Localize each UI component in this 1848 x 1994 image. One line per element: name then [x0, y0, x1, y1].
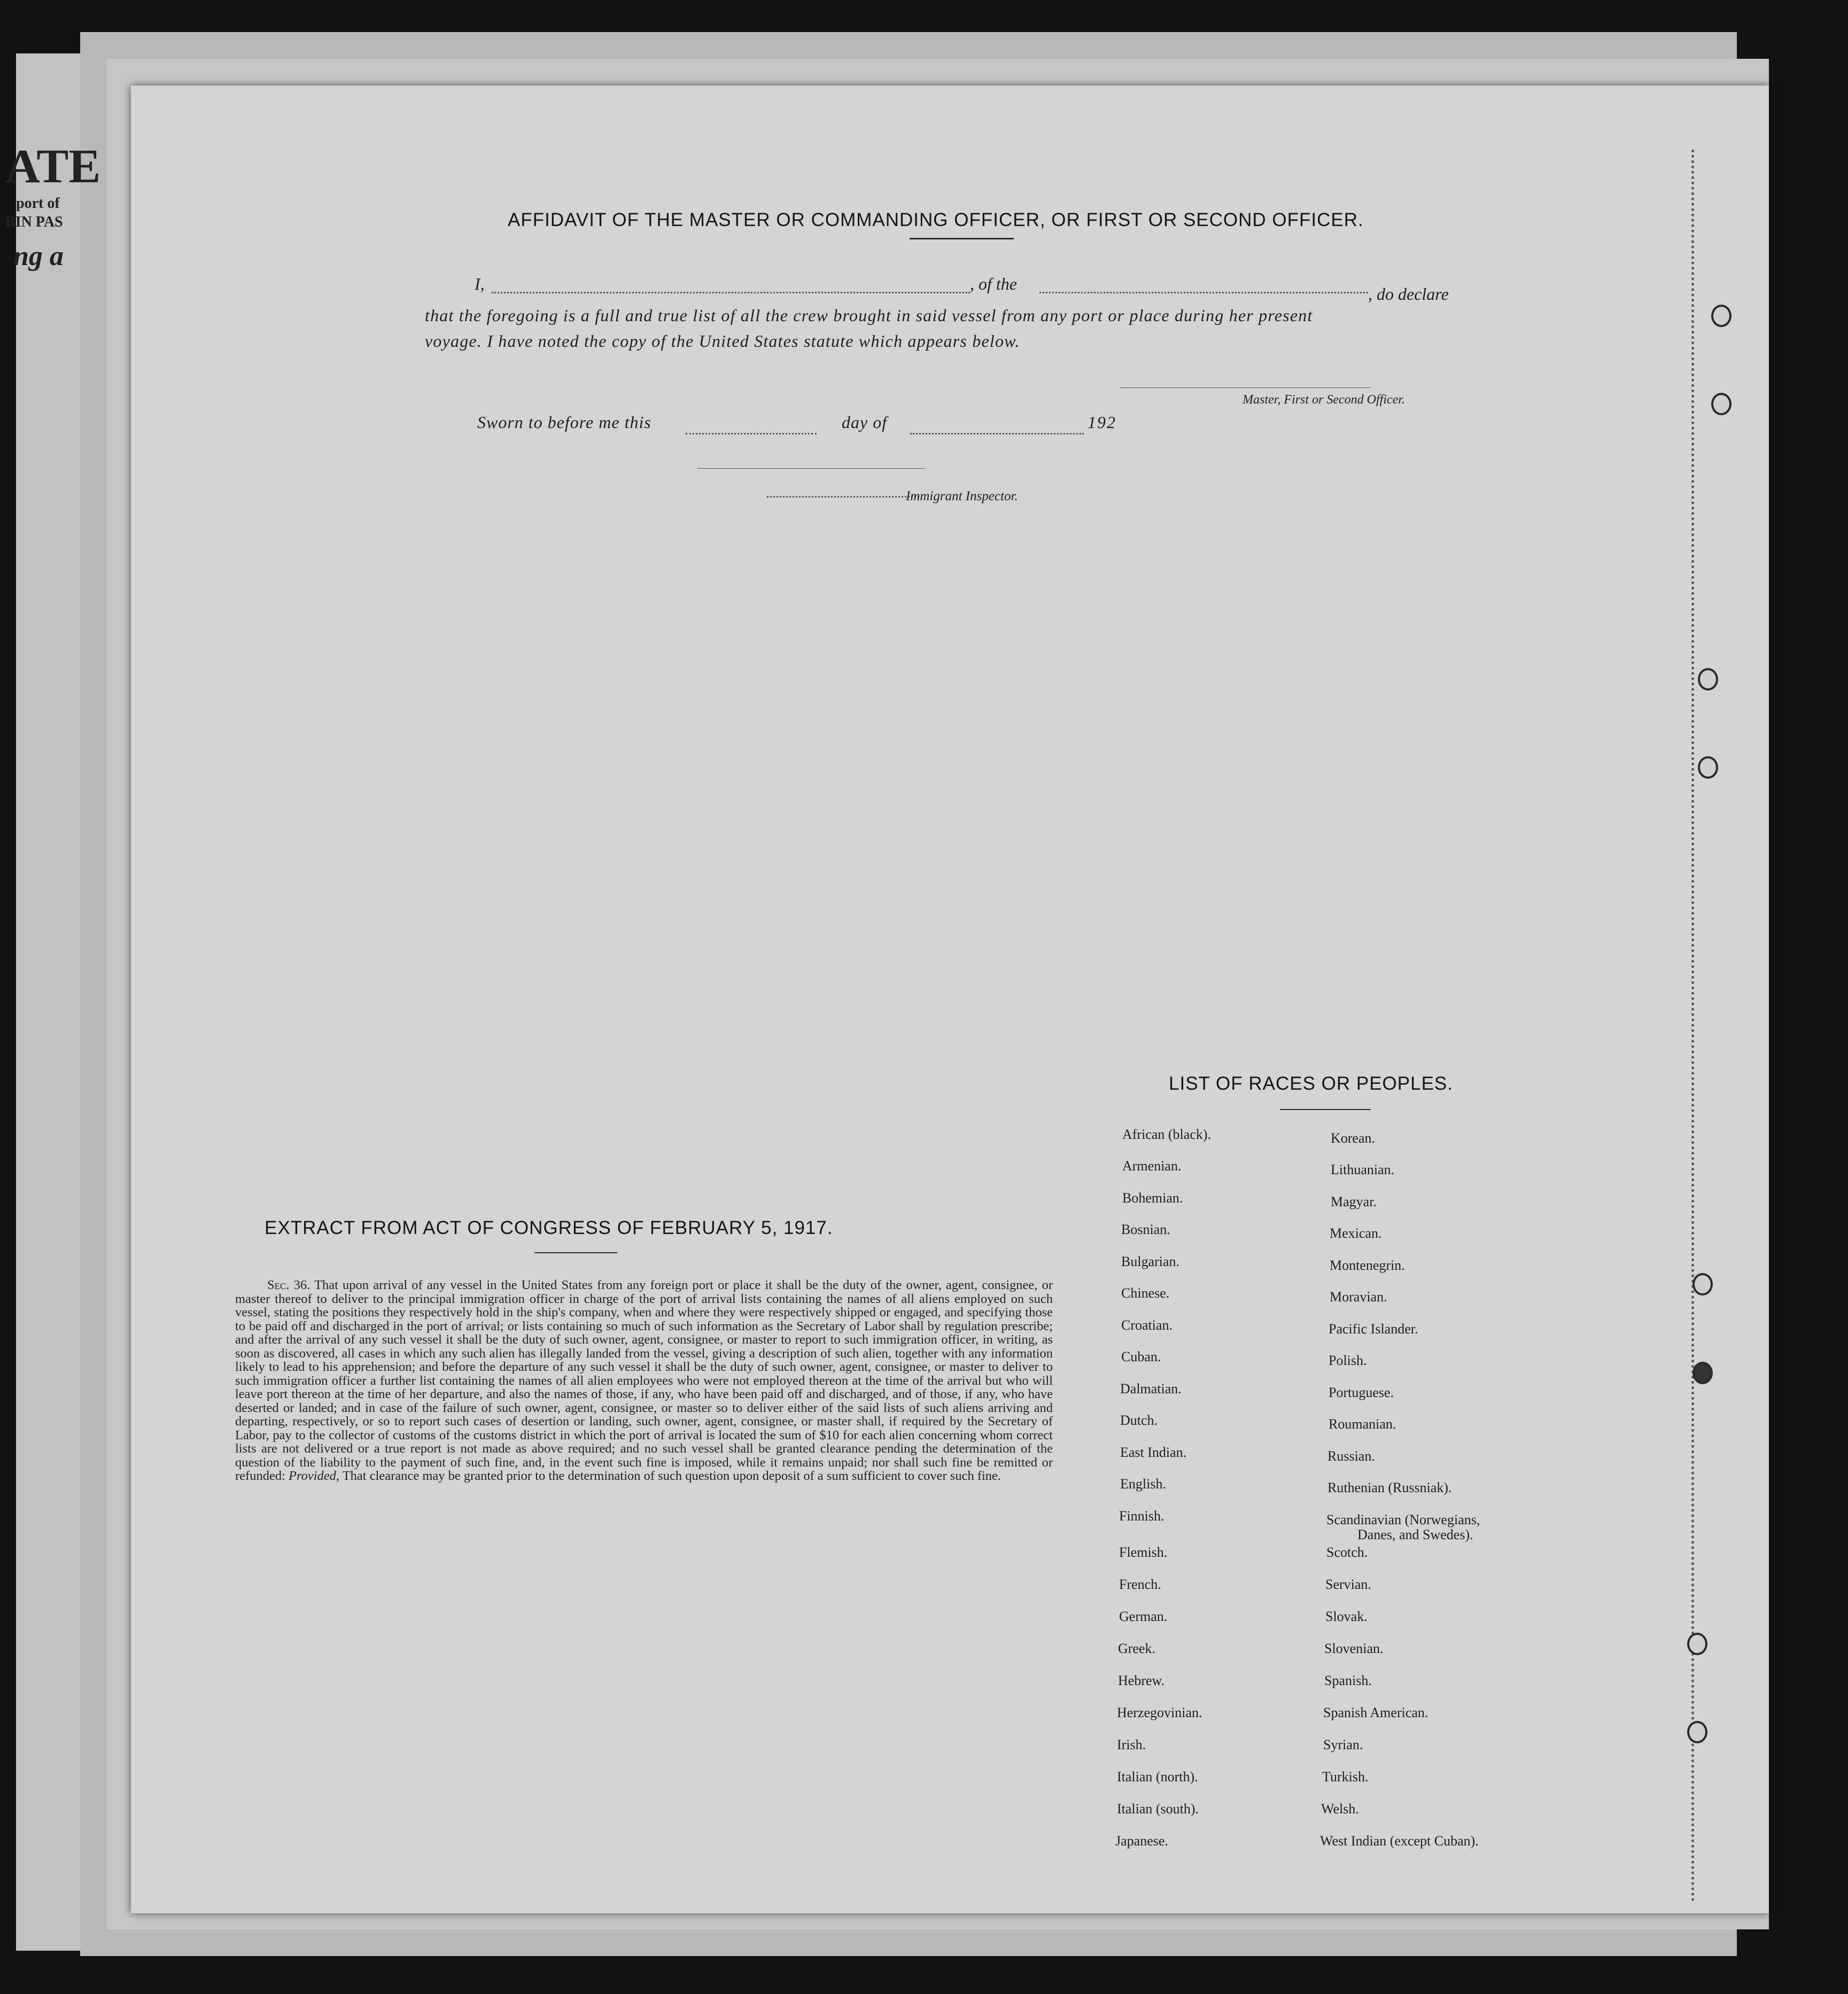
- name-field[interactable]: [492, 292, 970, 293]
- race-item: Scandinavian (Norwegians,: [1326, 1512, 1480, 1527]
- master-signature-caption: Master, First or Second Officer.: [1243, 393, 1405, 407]
- inspector-signature-dotted: [767, 496, 919, 498]
- race-item: Japanese.: [1115, 1833, 1168, 1849]
- race-item: African (black).: [1122, 1127, 1212, 1142]
- race-item: Bulgarian.: [1121, 1254, 1180, 1269]
- punch-hole: [1711, 305, 1731, 327]
- punch-hole: [1692, 1362, 1713, 1384]
- race-item: Finnish.: [1119, 1508, 1164, 1524]
- inspector-signature-field[interactable]: [697, 468, 925, 469]
- race-item: Dutch.: [1120, 1413, 1158, 1428]
- left-strip-heading: ATE: [5, 140, 101, 193]
- race-item: Chinese.: [1121, 1285, 1170, 1301]
- race-item: Greek.: [1118, 1641, 1156, 1656]
- race-item: German.: [1119, 1609, 1168, 1624]
- race-item: Ruthenian (Russniak).: [1327, 1480, 1452, 1495]
- race-item: Bosnian.: [1121, 1222, 1170, 1237]
- statute-text: [235, 1278, 1053, 1483]
- master-signature-field[interactable]: [1120, 387, 1371, 388]
- race-item: Bohemian.: [1122, 1190, 1183, 1206]
- vessel-name-field[interactable]: [1039, 292, 1368, 293]
- race-item: Servian.: [1325, 1577, 1371, 1592]
- sworn-day-field[interactable]: [686, 433, 817, 435]
- punch-hole: [1698, 668, 1718, 690]
- race-item: Dalmatian.: [1120, 1381, 1182, 1396]
- affidavit-of-the-label: , of the: [970, 274, 1017, 293]
- race-item: Montenegrin.: [1330, 1258, 1405, 1273]
- sworn-label: Sworn to before me this: [477, 413, 651, 432]
- punch-hole: [1687, 1633, 1707, 1655]
- sworn-month-field[interactable]: [910, 433, 1084, 435]
- day-of-label: day of: [842, 413, 888, 432]
- race-item: Hebrew.: [1118, 1673, 1165, 1688]
- punch-hole: [1687, 1721, 1707, 1743]
- affidavit-title: AFFIDAVIT OF THE MASTER OR COMMANDING OFFICER, OR FIRST OR SECOND OFFICER.: [508, 210, 1364, 230]
- race-item: Korean.: [1331, 1130, 1376, 1146]
- race-item: Spanish American.: [1323, 1705, 1428, 1720]
- affidavit-body-line-1: that the foregoing is a full and true list of all the crew brought in said vessel from any port or place during her present: [425, 306, 1313, 325]
- year-label: 192: [1088, 413, 1116, 432]
- race-item: Turkish.: [1322, 1769, 1369, 1784]
- affidavit-body-line-2: voyage. I have noted the copy of the United States statute which appears below.: [425, 331, 1020, 351]
- race-item: Polish.: [1329, 1353, 1367, 1368]
- extract-title: EXTRACT FROM ACT OF CONGRESS OF FEBRUARY 5, 1917.: [265, 1217, 833, 1238]
- race-item: Russian.: [1327, 1448, 1375, 1464]
- race-item: Syrian.: [1323, 1737, 1363, 1752]
- races-title: LIST OF RACES OR PEOPLES.: [1169, 1073, 1454, 1094]
- race-item: Cuban.: [1121, 1349, 1161, 1364]
- punch-hole: [1698, 756, 1718, 779]
- affidavit-title-rule: [910, 238, 1014, 239]
- race-item: East Indian.: [1120, 1445, 1187, 1460]
- race-item: Magyar.: [1331, 1194, 1377, 1209]
- race-item: Moravian.: [1330, 1289, 1387, 1305]
- punch-hole: [1692, 1273, 1713, 1295]
- race-item: Mexican.: [1330, 1225, 1382, 1241]
- race-item: Pacific Islander.: [1329, 1321, 1418, 1337]
- race-item: Danes, and Swedes).: [1357, 1527, 1473, 1542]
- left-strip-line: BIN PAS: [5, 214, 63, 230]
- race-item: Scotch.: [1326, 1545, 1368, 1560]
- race-item: Welsh.: [1321, 1801, 1359, 1817]
- left-strip-line: ng a: [13, 241, 64, 271]
- statute-body-continued: That clearance may be granted prior to the determination of such question upon deposit of a sum sufficient to cover such fine.: [342, 1469, 1001, 1483]
- extract-title-rule: [534, 1252, 617, 1253]
- race-item: French.: [1119, 1577, 1161, 1592]
- race-item: Armenian.: [1122, 1158, 1182, 1174]
- race-item: Irish.: [1117, 1737, 1146, 1752]
- left-strip-line: port of: [16, 195, 60, 212]
- race-item: Slovak.: [1325, 1609, 1368, 1624]
- immigrant-inspector-caption: Immigrant Inspector.: [906, 489, 1018, 503]
- affidavit-do-declare-label: , do declare: [1368, 284, 1449, 304]
- section-label: Sec. 36.: [267, 1278, 310, 1292]
- statute-body: That upon arrival of any vessel in the United States from any foreign port or place it shall be the duty of the owner, agent, consignee, or master thereof to deliver to the principal immigration officer in charge of the port of arrival lists containing the names of all aliens employed on such vessel, stating the positions they respectively hold in the ship's company, when and where they were respectively shipped or engaged, and specifying those to be paid off and discharged in the port of arrival; or lists containing so much of such information as the Secretary of Labor shall by regulation prescribe; and after the arrival of any such vessel it shall be the duty of such owner, agent, consignee, or master to report to such immigration officer, in writing, as soon as discovered, all cases in which any such alien has illegally landed from the vessel, giving a description of such alien, together with any information likely to lead to his apprehension; and before the departure of any such vessel it shall be the duty of such owner, agent, consignee, or master to deliver to such immigration officer a further list containing the names of all alien employees who were not employed thereon at the time of the arrival but who will leave port thereon at the time of her departure, and also the names of those, if any, who have been paid off and discharged, and of those, if any, who have deserted or landed; and in case of the failure of such owner, agent, consignee, or master so to deliver either of the said lists of such aliens arriving and departing, respectively, or so to report such cases of desertion or landing, such owner, agent, consignee, or master shall, if required by the Secretary of Labor, pay to the collector of customs of the customs district in which the port of arrival is located the sum of $10 for each alien concerning whom correct lists are not delivered or a true report is not made as above required; and no such vessel shall be granted clearance pending the determination of the question of the liability to the payment of such fine, and, in the event such fine is imposed, while it remains unpaid; nor shall such fine be remitted or refunded:: [235, 1278, 1053, 1483]
- race-item: Croatian.: [1121, 1317, 1173, 1333]
- provided-label: Provided,: [289, 1469, 340, 1483]
- race-item: Herzegovinian.: [1117, 1705, 1202, 1720]
- races-title-rule: [1280, 1109, 1371, 1110]
- race-item: Italian (north).: [1117, 1769, 1198, 1784]
- race-item: Spanish.: [1324, 1673, 1372, 1688]
- race-item: Italian (south).: [1117, 1801, 1199, 1817]
- race-item: Flemish.: [1119, 1545, 1168, 1560]
- punch-hole: [1711, 393, 1731, 415]
- race-item: West Indian (except Cuban).: [1320, 1833, 1479, 1849]
- affidavit-i-label: I,: [475, 274, 485, 293]
- race-item: Slovenian.: [1324, 1641, 1384, 1656]
- race-item: Roumanian.: [1329, 1416, 1396, 1432]
- race-item: English.: [1120, 1476, 1166, 1492]
- race-item: Portuguese.: [1329, 1385, 1394, 1400]
- document-page: [131, 86, 1769, 1913]
- race-item: Lithuanian.: [1331, 1162, 1395, 1177]
